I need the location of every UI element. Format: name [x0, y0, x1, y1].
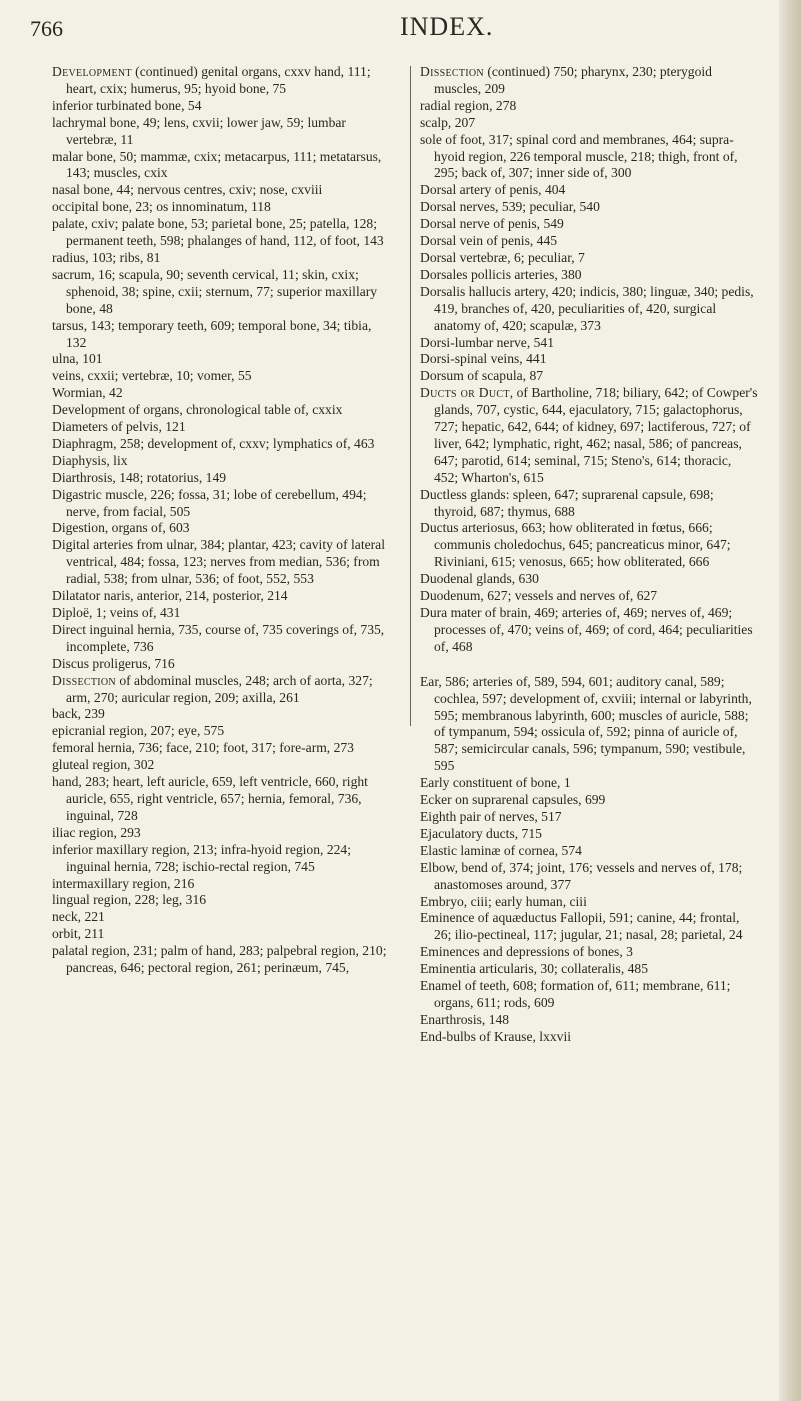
entry-text: Dorsi-spinal veins, 441 [420, 351, 547, 367]
entry-text: Embryo, ciii; early human, ciii [420, 893, 587, 909]
index-entry [420, 216, 758, 233]
entry-text: Digital arteries from ulnar, 384; plantar, 423; cavity of lateral ventrical, 484; fossa, 123; nerves from median, 536; from radial, 538; from ulnar, 536; of foot, 552, 553 [52, 537, 385, 587]
index-entry [420, 487, 758, 521]
entry-text: of abdominal muscles, 248; arch of aorta, 327; arm, 270; auricular region, 209; axilla, 261 [66, 672, 373, 705]
index-entry [52, 825, 390, 842]
entry-text: Ecker on suprarenal capsules, 699 [420, 792, 606, 808]
page-header [30, 6, 770, 46]
index-entry [52, 588, 390, 605]
index-entry [420, 64, 758, 98]
index-entry [52, 149, 390, 183]
entry-text: radial region, 278 [420, 97, 517, 113]
entry-text: veins, cxxii; vertebræ, 10; vomer, 55 [52, 368, 252, 384]
entry-text: Diarthrosis, 148; rotatorius, 149 [52, 469, 227, 485]
entry-text: Enarthrosis, 148 [420, 1011, 510, 1027]
entry-text: inferior maxillary region, 213; infra-hyoid region, 224; inguinal hernia, 728; ischio-rectal region, 745 [52, 841, 351, 874]
entry-text: (continued) 750; pharynx, 230; pterygoid muscles, 209 [434, 64, 712, 96]
index-entry [420, 115, 758, 132]
index-entry [52, 909, 390, 926]
entry-text: Eminences and depressions of bones, 3 [420, 944, 633, 960]
entry-text: Eighth pair of nerves, 517 [420, 808, 562, 824]
entry-text: Dura mater of brain, 469; arteries of, 469; nerves of, 469; processes of, 470; veins of, 469; of cord, 464; peculiarities of, 468 [420, 605, 753, 654]
column-divider [410, 66, 411, 726]
index-entry [420, 571, 758, 588]
entry-text: Digastric muscle, 226; fossa, 31; lobe of cerebellum, 494; nerve, from facial, 505 [52, 486, 367, 519]
index-entry [52, 216, 390, 250]
entry-text: Dorsi-lumbar nerve, 541 [420, 334, 555, 350]
entry-text: Dilatator naris, anterior, 214, posterior, 214 [52, 588, 288, 604]
entry-text: Wormian, 42 [52, 385, 123, 401]
index-entry [52, 774, 390, 825]
index-entry [420, 98, 758, 115]
entry-text: Eminentia articularis, 30; collateralis, 485 [420, 961, 649, 977]
index-entry [420, 335, 758, 352]
entry-heading: Development [52, 64, 132, 79]
index-entry [52, 876, 390, 893]
entry-text: sacrum, 16; scapula, 90; seventh cervical, 11; skin, cxix; sphenoid, 38; spine, cxii; sternum, 77; superior maxillary bone, 48 [52, 266, 378, 316]
index-entry [420, 978, 758, 1012]
index-entry [52, 706, 390, 723]
entry-text: tarsus, 143; temporary teeth, 609; temporal bone, 34; tibia, 132 [52, 317, 372, 350]
entry-text: femoral hernia, 736; face, 210; foot, 317; fore-arm, 273 [52, 740, 354, 756]
index-column-left [52, 64, 390, 977]
entry-text: Ear, 586; arteries of, 589, 594, 601; auditory canal, 589; cochlea, 597; development of, cxviii; internal or labyrinth, 595; membranous labyrinth, 600; muscles of auricle, 588; of tympanum, 594; ossicula of, 592; pinna of auricle of, 587; semicircular canals, 596; tympanum, 590; vestibule, 595 [420, 673, 752, 774]
index-entry [420, 961, 758, 978]
index-entry [420, 132, 758, 183]
index-entry [52, 419, 390, 436]
entry-text: epicranial region, 207; eye, 575 [52, 723, 225, 739]
entry-heading: Ducts or Duct [420, 385, 510, 401]
index-entry [420, 843, 758, 860]
entry-text: hand, 283; heart, left auricle, 659, left ventricle, 660, right auricle, 655, right ventricle, 657; hernia, femoral, 736, inguinal, 728 [52, 774, 368, 823]
entry-text: Dorsalis hallucis artery, 420; indicis, 380; linguæ, 340; pedis, 419, branches of, 420, peculiarities of, 420, surgical anatomy of, 420; scapulæ, 373 [420, 283, 754, 333]
index-entry [52, 943, 390, 977]
index-entry [420, 351, 758, 368]
index-entry [420, 1029, 758, 1046]
entry-text: Development of organs, chronological table of, cxxix [52, 402, 343, 418]
index-entry [52, 436, 390, 453]
entry-text: occipital bone, 23; os innominatum, 118 [52, 199, 271, 215]
index-entry [52, 673, 390, 707]
entry-text: Direct inguinal hernia, 735, course of, 735 coverings of, 735, incomplete, 736 [52, 621, 385, 654]
index-entry [52, 656, 390, 673]
index-entry [52, 267, 390, 318]
entry-text: Diploë, 1; veins of, 431 [52, 605, 181, 620]
index-entry [52, 740, 390, 757]
index-entry [420, 605, 758, 656]
index-entry [52, 182, 390, 199]
index-entry [420, 792, 758, 809]
entry-text: malar bone, 50; mammæ, cxix; metacarpus, 111; metatarsus, 143; muscles, cxix [52, 148, 382, 181]
entry-text: back, 239 [52, 706, 105, 722]
index-entry [52, 537, 390, 588]
entry-text: End-bulbs of Krause, lxxvii [420, 1028, 572, 1044]
entry-text: iliac region, 293 [52, 824, 141, 840]
index-entry [420, 250, 758, 267]
index-entry [420, 520, 758, 571]
index-entry [52, 98, 390, 115]
index-entry [420, 775, 758, 792]
index-entry [52, 842, 390, 876]
entry-text: Duodenal glands, 630 [420, 571, 539, 587]
index-entry [420, 894, 758, 911]
entry-text: palatal region, 231; palm of hand, 283; palpebral region, 210; pancreas, 646; pectoral region, 261; perinæum, 745, [52, 943, 387, 976]
entry-text: Ductless glands: spleen, 647; suprarenal capsule, 698; thyroid, 687; thymus, 688 [420, 486, 714, 519]
entry-text: inferior turbinated bone, 54 [52, 97, 202, 113]
index-entry [420, 944, 758, 961]
index-entry [420, 233, 758, 250]
index-entry [52, 385, 390, 402]
entry-text: neck, 221 [52, 909, 105, 925]
entry-text: , of Bartholine, 718; biliary, 642; of Cowper's glands, 707, cystic, 644, ejaculatory, 715; galactophorus, 727; hepatic, 642, 644; of kidney, 697; lactiferous, 727; of liver, 642; lymphatic, right, 462; nasal, 586; of pancreas, 647; parotid, 614; seminal, 715; Steno's, 614; thoracic, 452; Wharton's, 615 [434, 385, 758, 485]
entry-text: Dorsal nerve of penis, 549 [420, 216, 564, 232]
index-entry [420, 267, 758, 284]
entry-text: Elbow, bend of, 374; joint, 176; vessels and nerves of, 178; anastomoses around, 377 [420, 859, 743, 892]
entry-text: Elastic laminæ of cornea, 574 [420, 842, 582, 858]
index-entry [420, 368, 758, 385]
index-entry [52, 402, 390, 419]
page-number: 766 [30, 16, 63, 41]
entry-text: Dorsal vein of penis, 445 [420, 233, 558, 249]
entry-text: Dorsal vertebræ, 6; peculiar, 7 [420, 249, 585, 265]
entry-text: lingual region, 228; leg, 316 [52, 892, 207, 908]
index-entry [52, 723, 390, 740]
entry-text: Duodenum, 627; vessels and nerves of, 627 [420, 588, 658, 604]
entry-text: lachrymal bone, 49; lens, cxvii; lower jaw, 59; lumbar vertebræ, 11 [52, 114, 346, 147]
index-entry [52, 926, 390, 943]
index-entry [52, 368, 390, 385]
index-entry [420, 199, 758, 216]
index-entry [52, 199, 390, 216]
page-edge [779, 0, 801, 1401]
index-entry [52, 757, 390, 774]
entry-text: Enamel of teeth, 608; formation of, 611; membrane, 611; organs, 611; rods, 609 [420, 978, 731, 1010]
entry-text: Discus proligerus, 716 [52, 655, 175, 671]
index-entry [420, 182, 758, 199]
index-entry [420, 588, 758, 605]
entry-text: orbit, 211 [52, 926, 105, 942]
index-entry [52, 250, 390, 267]
index-entry [420, 1012, 758, 1029]
index-column-right [420, 64, 758, 1046]
index-entry [52, 605, 390, 622]
entry-text: radius, 103; ribs, 81 [52, 249, 161, 265]
index-entry [420, 674, 758, 775]
index-entry [52, 318, 390, 352]
index-entry [420, 860, 758, 894]
entry-text: Diaphragm, 258; development of, cxxv; lymphatics of, 463 [52, 435, 375, 451]
entry-heading: Dissection [52, 672, 116, 688]
index-entry [52, 892, 390, 909]
entry-text: ulna, 101 [52, 351, 103, 367]
entry-text: Diameters of pelvis, 121 [52, 419, 186, 435]
index-entry [420, 284, 758, 335]
entry-text: (continued) genital organs, cxxv hand, 111; heart, cxix; humerus, 95; hyoid bone, 75 [66, 64, 371, 96]
entry-text: Diaphysis, lix [52, 452, 128, 468]
index-entry [420, 910, 758, 944]
entry-text: sole of foot, 317; spinal cord and membranes, 464; supra-hyoid region, 226 temporal muscle, 218; thigh, front of, 295; back of, 307; inner side of, 300 [420, 131, 738, 181]
index-entry [52, 470, 390, 487]
entry-text: palate, cxiv; palate bone, 53; parietal bone, 25; patella, 128; permanent teeth, 598; phalanges of hand, 112, of foot, 143 [52, 216, 384, 249]
entry-text: Dorsal artery of penis, 404 [420, 182, 566, 198]
index-entry [52, 115, 390, 149]
entry-text: intermaxillary region, 216 [52, 875, 195, 891]
running-head: INDEX. [400, 12, 494, 41]
entry-text: nasal bone, 44; nervous centres, cxiv; nose, cxviii [52, 182, 323, 198]
entry-text: Ejaculatory ducts, 715 [420, 825, 542, 841]
entry-text: gluteal region, 302 [52, 757, 155, 773]
index-entry [420, 826, 758, 843]
entry-text: Digestion, organs of, 603 [52, 520, 190, 536]
entry-text: Dorsales pollicis arteries, 380 [420, 266, 582, 282]
entry-text: Dorsal nerves, 539; peculiar, 540 [420, 199, 600, 215]
index-entry [52, 351, 390, 368]
index-entry [420, 385, 758, 486]
entry-text: Dorsum of scapula, 87 [420, 368, 544, 384]
entry-text: scalp, 207 [420, 114, 476, 130]
index-entry [52, 64, 390, 98]
entry-text: Early constituent of bone, 1 [420, 775, 571, 791]
index-entry [420, 809, 758, 826]
index-entry [52, 453, 390, 470]
entry-text: Ductus arteriosus, 663; how obliterated in fœtus, 666; communis choledochus, 645; pancreaticus minor, 647; Riviniani, 615; venosus, 665; how obliterated, 666 [420, 520, 731, 570]
index-entry [52, 520, 390, 537]
entry-text: Eminence of aquæductus Fallopii, 591; canine, 44; frontal, 26; ilio-pectineal, 117; jugular, 21; nasal, 28; parietal, 24 [420, 910, 743, 943]
index-entry [52, 487, 390, 521]
entry-heading: Dissection [420, 64, 484, 79]
index-entry [52, 622, 390, 656]
